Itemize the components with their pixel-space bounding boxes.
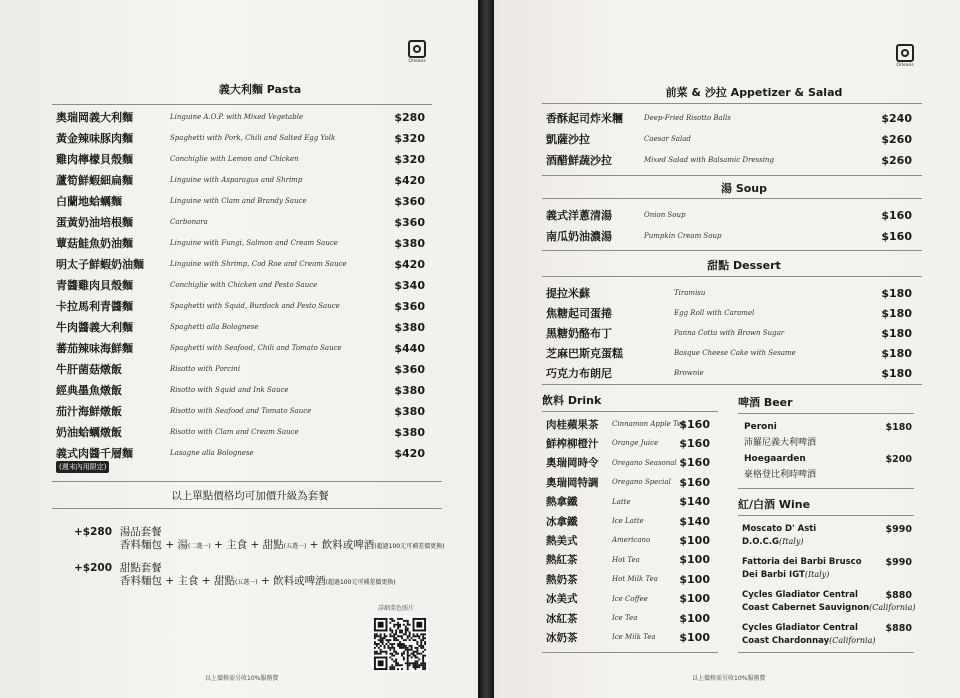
logo-icon [408, 40, 426, 58]
wine-name: Cycles Gladiator Central [742, 623, 858, 633]
menu-item [546, 627, 710, 647]
item-name-zh: 熱奶茶 [546, 573, 578, 586]
item-price: $180 [881, 306, 912, 320]
wine-appellation: D.O.C.G [742, 537, 779, 547]
item-price: $160 [679, 475, 710, 489]
item-name-zh: 白蘭地蛤蠣麵 [56, 195, 122, 208]
soup-set-name: 湯品套餐 [119, 526, 162, 538]
menu-item [546, 226, 912, 246]
dessert-set-line: 香料麵包 + 主食 + 甜點 [120, 575, 235, 587]
item-price: $420 [394, 173, 425, 187]
menu-item [56, 422, 425, 442]
item-price: $180 [881, 366, 912, 380]
item-name-en: Risotto with Squid and Ink Sauce [170, 386, 289, 394]
restaurant-logo [896, 44, 914, 68]
item-name-en: Spaghetti with Pork, Chili and Salted Egg Yolk [170, 134, 336, 142]
item-name-en: Onion Soup [644, 211, 686, 219]
item-price: $100 [679, 553, 710, 567]
upgrade-title: 以上單點價格均可加價升級為套餐 [171, 490, 329, 502]
soup-set-line: 香料麵包 + 湯 [120, 539, 188, 551]
menu-item [56, 212, 425, 232]
item-name-en: Brownie [674, 369, 704, 377]
item-name-zh: 牛肝菌菇燉飯 [56, 363, 122, 376]
item-name-zh: 義式肉醬千層麵 [56, 447, 133, 460]
item-name-zh: 黃金辣味豚肉麵 [56, 132, 133, 145]
drink-section-title: 飲料 Drink [542, 394, 602, 407]
item-name-zh: 茄汁海鮮燉飯 [56, 405, 122, 418]
soup-section-title: 湯 Soup [720, 182, 767, 195]
wine-region: (Italy) [779, 537, 804, 546]
menu-item [56, 191, 425, 211]
item-name-zh: 蕃茄辣味海鮮麵 [56, 342, 133, 355]
item-price: $320 [394, 131, 425, 145]
item-name-zh: 巧克力布朗尼 [546, 367, 612, 380]
menu-item [56, 233, 425, 253]
item-name-en: Oregano Seasonal [612, 458, 677, 467]
item-name-zh: 牛肉醬義大利麵 [56, 321, 133, 334]
item-name-en: Hot Tea [612, 555, 640, 564]
item-name-zh: 卡拉馬利青醬麵 [56, 300, 133, 313]
soup-set-contents [120, 537, 444, 552]
divider [738, 652, 914, 653]
item-price: $360 [394, 215, 425, 229]
item-name-en: Caesar Salad [644, 135, 691, 143]
menu-item [546, 433, 710, 453]
item-name-en: Lasagne alla Bolognese [170, 449, 254, 457]
item-name-zh: 雞肉檸檬貝殼麵 [56, 153, 133, 166]
beer-name-zh: 沛羅尼義大利啤酒 [744, 438, 817, 448]
item-name-zh: 冰美式 [546, 593, 578, 606]
menu-item [56, 359, 425, 379]
item-price: $260 [881, 132, 912, 146]
menu-item [56, 380, 425, 400]
item-name-zh: 提拉米蘇 [546, 287, 590, 300]
dessert-set-contents [120, 573, 396, 588]
item-name-zh: 黑糖奶酪布丁 [546, 327, 612, 340]
qr-code-icon [372, 616, 428, 672]
item-name-en: Ice Tea [612, 614, 638, 622]
menu-item [546, 472, 710, 492]
item-name-zh: 冰奶茶 [546, 631, 578, 644]
wine-region: (California) [869, 603, 916, 612]
item-price: $180 [881, 326, 912, 340]
item-name-zh: 義式洋蔥清湯 [546, 209, 612, 222]
appetizer-section-title: 前菜 & 沙拉 Appetizer & Salad [665, 86, 843, 99]
item-price: $100 [679, 592, 710, 606]
item-price: $320 [394, 152, 425, 166]
item-name-en: Spaghetti with Squid, Burdock and Pesto Sauce [170, 302, 340, 310]
item-name-zh: 鮮榨柳橙汁 [546, 437, 599, 450]
right-menu-page [494, 0, 960, 698]
item-price: $160 [679, 417, 710, 431]
menu-item [56, 149, 425, 169]
menu-binding [478, 0, 494, 698]
wine-appellation: Coast Chardonnay [742, 636, 830, 646]
item-name-en: Linguine with Fungi, Salmon and Cream Sauce [170, 239, 338, 247]
item-name-en: Spaghetti alla Bolognese [170, 323, 259, 331]
item-name-zh: 蕈菇鮭魚奶油麵 [56, 237, 133, 250]
dessert-set-name: 甜點套餐 [119, 562, 162, 574]
divider [738, 488, 914, 489]
menu-item [546, 511, 710, 531]
service-charge-note: 以上價格需另收10%服務費 [205, 675, 279, 682]
item-name-en: Cinnamon Apple Tea [612, 420, 686, 428]
item-name-zh: 蛋黃奶油培根麵 [56, 216, 133, 229]
item-price: $380 [394, 320, 425, 334]
menu-item [546, 530, 710, 550]
divider [738, 413, 914, 414]
item-price: $360 [394, 362, 425, 376]
menu-item [56, 401, 425, 421]
item-name-en: Conchiglie with Chicken and Pesto Sauce [170, 281, 318, 289]
logo-icon [896, 44, 914, 62]
item-name-en: Tiramisu [674, 289, 706, 297]
item-name-en: Risotto with Porcini [170, 365, 241, 373]
item-name-en: Linguine A.O.P. with Mixed Vegetable [170, 113, 304, 121]
item-name-en: Linguine with Shrimp, Cod Roe and Cream Sauce [170, 260, 347, 268]
qr-code[interactable] [372, 616, 428, 672]
menu-item [56, 254, 425, 274]
beer-price: $180 [885, 422, 912, 433]
item-price: $100 [679, 572, 710, 586]
wine-section-title: 紅/白酒 Wine [738, 498, 811, 511]
item-name-zh: 熱美式 [546, 534, 578, 547]
wine-appellation: Dei Barbi IGT [742, 570, 805, 580]
menu-item [56, 107, 425, 127]
wine-price: $990 [885, 557, 912, 568]
menu-item [546, 608, 710, 628]
item-price: $420 [394, 257, 425, 271]
item-name-zh: 明太子鮮蝦奶油麵 [56, 258, 144, 271]
item-price: $380 [394, 404, 425, 418]
dessert-set-tail: + 飲料或啤酒 [257, 575, 326, 587]
item-price: $380 [394, 236, 425, 250]
item-name-zh: 冰拿鐵 [546, 515, 578, 528]
item-price: $340 [394, 278, 425, 292]
item-name-en: Oregano Special [612, 478, 671, 487]
soup-set-mid: + 主食 + 甜點 [210, 539, 284, 551]
item-name-en: Americano [612, 536, 651, 545]
item-name-en: Mixed Salad with Balsamic Dressing [644, 156, 774, 164]
menu-item [546, 363, 912, 383]
soup-set-note: (超過100元可補差價更換) [374, 543, 445, 550]
item-price: $360 [394, 299, 425, 313]
beer-name: Peroni [744, 422, 777, 432]
item-name-en: Orange Juice [612, 439, 659, 448]
item-price: $160 [679, 456, 710, 470]
menu-item [546, 205, 912, 225]
logo-text: Orleans [896, 63, 914, 68]
divider [52, 508, 442, 509]
wine-name: Moscato D' Asti [742, 524, 817, 534]
item-name-zh: 奧瑞岡時令 [546, 457, 599, 470]
item-name-en: Panna Cotta with Brown Sugar [674, 329, 785, 337]
menu-item [546, 303, 912, 323]
divider [52, 104, 432, 105]
item-price: $240 [881, 111, 912, 125]
item-name-zh: 經典墨魚燉飯 [56, 384, 122, 397]
wine-name-line-2 [742, 570, 829, 580]
soup-set-price: +$280 [74, 526, 113, 538]
item-price: $100 [679, 533, 710, 547]
menu-item [546, 323, 912, 343]
wine-region: (California) [829, 636, 876, 645]
item-name-zh: 肉桂蘋果茶 [546, 418, 599, 431]
item-name-zh: 酒醋鮮蔬沙拉 [546, 154, 612, 167]
item-name-en: Pumpkin Cream Soup [644, 232, 722, 240]
menu-item [56, 338, 425, 358]
menu-item [546, 108, 912, 128]
dessert-set-note: (超過100元可補差價更換) [325, 579, 396, 586]
menu-item [56, 443, 425, 463]
item-name-en: Linguine with Asparagus and Shrimp [170, 176, 303, 184]
logo-text: Orleans [408, 59, 426, 64]
item-name-zh: 奧瑞岡特調 [546, 476, 599, 489]
item-price: $160 [679, 436, 710, 450]
dessert-section-title: 甜點 Dessert [707, 259, 781, 272]
menu-item [546, 414, 710, 434]
menu-item [546, 589, 710, 609]
item-name-zh: 芝麻巴斯克蛋糕 [546, 347, 623, 360]
item-price: $440 [394, 341, 425, 355]
item-name-zh: 焦糖起司蛋捲 [546, 307, 612, 320]
beer-price: $200 [885, 454, 912, 465]
divider [542, 198, 922, 199]
menu-item [546, 343, 912, 363]
divider [738, 515, 914, 516]
soup-set-tail: + 飲料或啤酒 [306, 539, 375, 551]
wine-price: $990 [885, 524, 912, 535]
wine-region: (Italy) [804, 570, 830, 579]
wine-name: Cycles Gladiator Central [742, 590, 858, 600]
item-price: $140 [679, 514, 710, 528]
divider [542, 103, 922, 104]
dessert-set-price: +$200 [74, 562, 113, 574]
weekend-only-badge: (週末內用限定) [56, 461, 109, 473]
item-name-en: Ice Latte [612, 517, 644, 525]
item-name-en: Carbonara [170, 218, 208, 226]
menu-item [56, 317, 425, 337]
item-price: $380 [394, 425, 425, 439]
item-name-en: Spaghetti with Seafood, Chili and Tomato Sauce [170, 344, 342, 352]
item-name-en: Deep-Fried Risotto Balls [644, 114, 731, 122]
wine-appellation: Coast Cabernet Sauvignon [742, 603, 870, 613]
item-name-zh: 冰紅茶 [546, 612, 578, 625]
qr-caption: 詳細菜色照片 [378, 605, 415, 612]
service-charge-note: 以上價格需另收10%服務費 [692, 675, 766, 682]
item-price: $160 [881, 229, 912, 243]
item-price: $360 [394, 194, 425, 208]
item-name-zh: 熱紅茶 [546, 554, 578, 567]
divider [542, 250, 922, 251]
item-name-zh: 奶油蛤蠣燉飯 [56, 426, 122, 439]
item-name-en: Egg Roll with Caramel [674, 309, 755, 317]
menu-item [546, 129, 912, 149]
divider [542, 652, 718, 653]
menu-item [546, 150, 912, 170]
item-name-en: Latte [612, 497, 631, 506]
wine-name-line-2 [742, 636, 876, 646]
item-name-en: Linguine with Clam and Brandy Sauce [170, 197, 307, 205]
item-price: $380 [394, 383, 425, 397]
item-name-en: Risotto with Clam and Cream Sauce [170, 428, 299, 436]
divider [542, 276, 922, 277]
item-name-zh: 香酥起司炸米糰 [546, 112, 623, 125]
beer-name-zh: 豪格登比利時啤酒 [744, 470, 817, 480]
wine-price: $880 [885, 623, 912, 634]
divider [542, 175, 922, 176]
item-name-en: Hot Milk Tea [612, 575, 658, 584]
menu-item [56, 275, 425, 295]
soup-set-choice-2: (五選一) [283, 543, 307, 550]
menu-item [56, 128, 425, 148]
item-price: $160 [881, 208, 912, 222]
item-price: $420 [394, 446, 425, 460]
item-price: $260 [881, 153, 912, 167]
wine-name-line-2 [742, 603, 915, 613]
item-price: $280 [394, 110, 425, 124]
item-price: $180 [881, 346, 912, 360]
item-name-en: Ice Milk Tea [612, 633, 656, 642]
menu-item [546, 492, 710, 512]
item-price: $100 [679, 611, 710, 625]
divider [52, 481, 442, 482]
item-name-en: Conchiglie with Lemon and Chicken [170, 155, 299, 163]
item-price: $180 [881, 286, 912, 300]
item-name-en: Ice Coffee [612, 594, 648, 603]
wine-name-line-2 [742, 537, 803, 547]
item-name-en: Risotto with Seafood and Tomato Sauce [170, 407, 312, 415]
item-name-zh: 青醬雞肉貝殼麵 [56, 279, 133, 292]
wine-name: Fattoria dei Barbi Brusco [742, 557, 862, 567]
menu-item [56, 296, 425, 316]
beer-name: Hoegaarden [744, 454, 806, 464]
menu-item [546, 569, 710, 589]
item-name-zh: 熱拿鐵 [546, 496, 578, 509]
wine-price: $880 [885, 590, 912, 601]
pasta-section-title: 義大利麵 Pasta [218, 83, 302, 96]
beer-section-title: 啤酒 Beer [738, 396, 793, 409]
item-name-en: Basque Cheese Cake with Sesame [674, 349, 796, 357]
item-price: $100 [679, 630, 710, 644]
soup-set-choice-1: (二選一) [187, 543, 211, 550]
divider [542, 411, 718, 412]
item-name-zh: 凱薩沙拉 [546, 133, 590, 146]
divider [542, 384, 922, 385]
item-name-zh: 奧瑞岡義大利麵 [56, 111, 133, 124]
item-price: $140 [679, 495, 710, 509]
menu-item [546, 283, 912, 303]
dessert-set-choice: (五選一) [234, 579, 258, 586]
menu-item [56, 170, 425, 190]
menu-item [546, 550, 710, 570]
left-menu-page [0, 0, 478, 698]
menu-item [546, 453, 710, 473]
restaurant-logo [408, 40, 426, 64]
item-name-zh: 蘆筍鮮蝦細扁麵 [56, 174, 133, 187]
item-name-zh: 南瓜奶油濃湯 [546, 230, 612, 243]
